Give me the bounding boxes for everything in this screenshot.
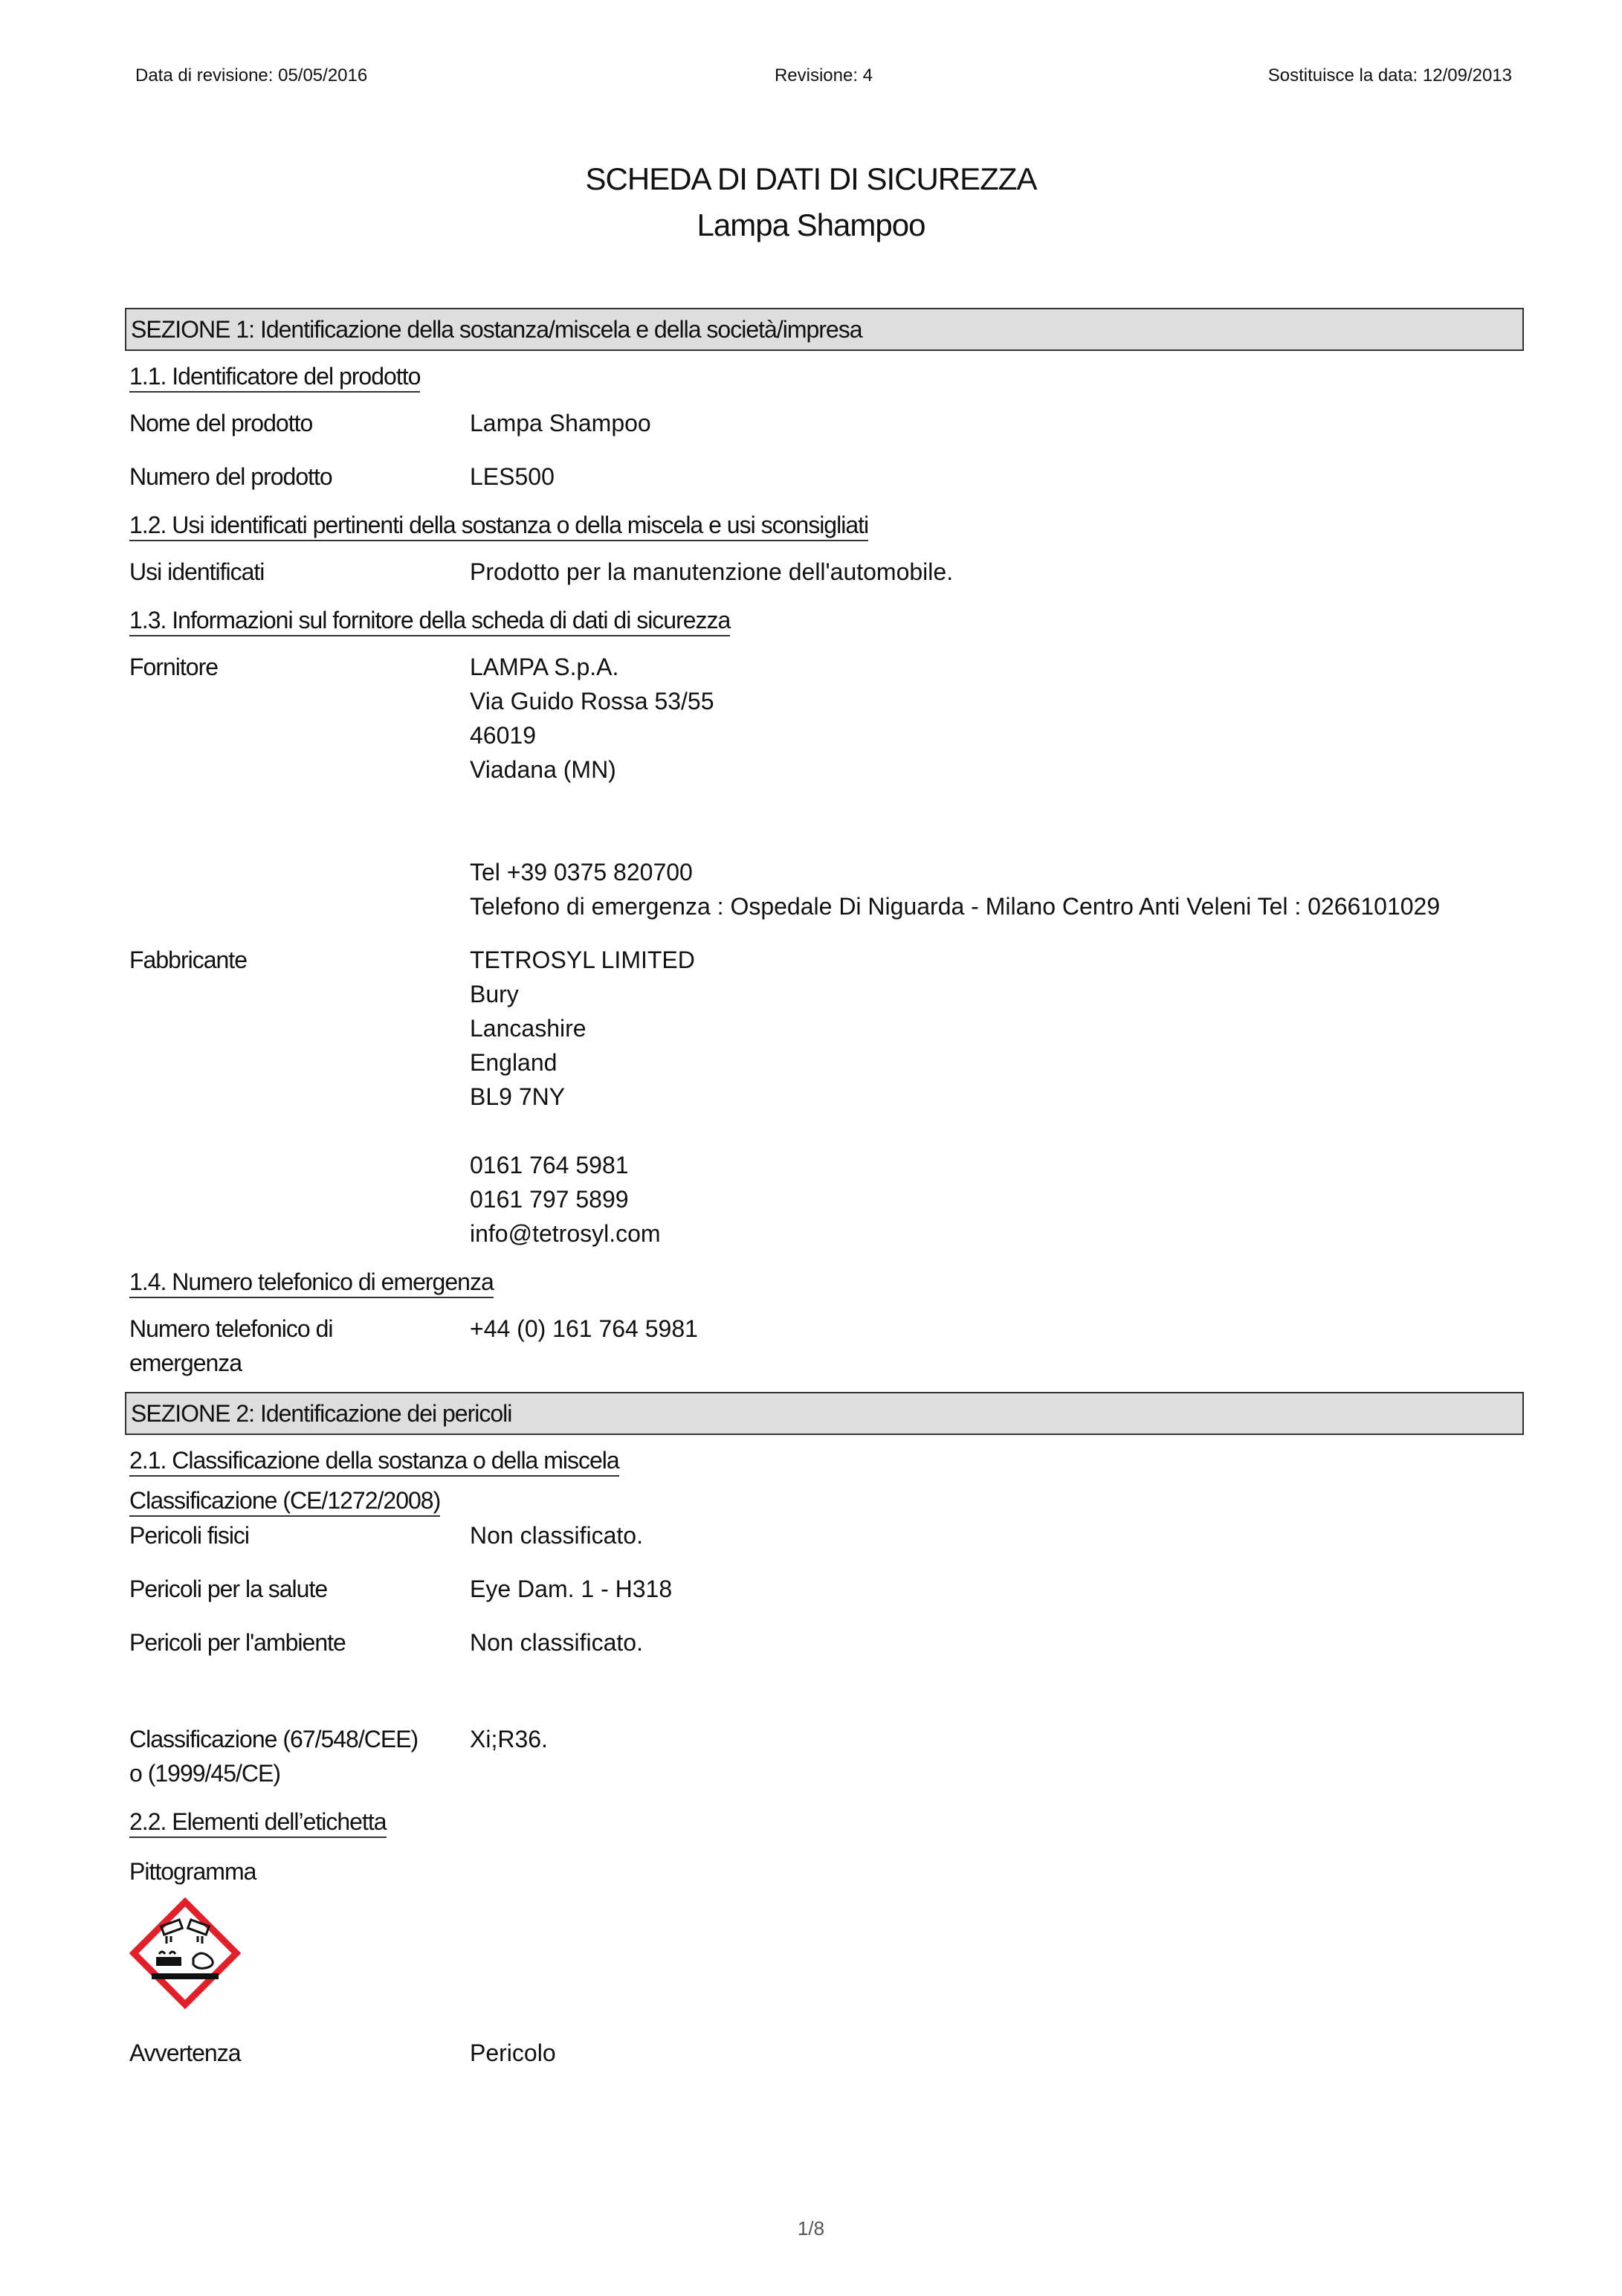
product-name-row [125, 406, 1524, 440]
emergency-phone-label-line: Numero telefonico di [129, 1315, 333, 1342]
physical-hazards-value: Non classificato. [470, 1522, 643, 1549]
physical-hazards-label: Pericoli fisici [129, 1522, 250, 1549]
manufacturer-line: Lancashire [470, 1015, 587, 1042]
old-classification-row [125, 1722, 1524, 1790]
page-header [135, 65, 1512, 95]
manufacturer-label: Fabbricante [129, 947, 247, 973]
supplier-line: Viadana (MN) [470, 756, 616, 783]
manufacturer-value [470, 943, 1524, 1251]
manufacturer-row [125, 943, 1524, 1251]
signal-word-value: Pericolo [470, 2039, 556, 2066]
product-name-value: Lampa Shampoo [470, 410, 651, 436]
manufacturer-phone: 0161 764 5981 [470, 1152, 629, 1178]
revision-date: Data di revisione: 05/05/2016 [135, 65, 368, 86]
environmental-hazards-value: Non classificato. [470, 1629, 643, 1656]
product-number-value: LES500 [470, 463, 555, 490]
subsection-2-2: 2.2. Elementi dell’etichetta [129, 1807, 387, 1838]
manufacturer-line: England [470, 1049, 558, 1076]
identified-uses-label: Usi identificati [129, 558, 265, 585]
supplier-label: Fornitore [129, 654, 219, 680]
health-hazards-label: Pericoli per la salute [129, 1576, 328, 1602]
subsection-1-2: 1.2. Usi identificati pertinenti della sostanza o della miscela e usi sconsigliati [129, 510, 868, 541]
identified-uses-value: Prodotto per la manutenzione dell'automobile. [470, 558, 954, 585]
product-number-row [125, 459, 1524, 494]
emergency-phone-row [125, 1312, 1524, 1380]
health-hazards-row [125, 1572, 1524, 1606]
old-classification-label [125, 1722, 470, 1790]
product-name-label: Nome del prodotto [129, 410, 313, 436]
old-classification-label-line: o (1999/45/CE) [129, 1760, 281, 1787]
signal-word-row [125, 2036, 1524, 2070]
pictogram-row [125, 1854, 1524, 1889]
signal-word-label: Avvertenza [129, 2039, 241, 2066]
section-1-header: SEZIONE 1: Identificazione della sostanza/miscela e della società/impresa [125, 308, 1524, 351]
subsection-1-4: 1.4. Numero telefonico di emergenza [129, 1267, 494, 1298]
health-hazards-value: Eye Dam. 1 - H318 [470, 1576, 673, 1602]
manufacturer-line: Bury [470, 981, 519, 1007]
supersedes-date: Sostituisce la data: 12/09/2013 [1267, 65, 1512, 86]
old-classification-value: Xi;R36. [470, 1726, 548, 1752]
supplier-line: LAMPA S.p.A. [470, 654, 619, 680]
manufacturer-line: BL9 7NY [470, 1083, 566, 1110]
manufacturer-line: TETROSYL LIMITED [470, 947, 695, 973]
manufacturer-email: info@tetrosyl.com [470, 1220, 661, 1247]
supplier-value [470, 650, 1524, 923]
subsection-1-1: 1.1. Identificatore del prodotto [129, 361, 420, 393]
pictogram-label: Pittogramma [129, 1858, 256, 1885]
supplier-line: 46019 [470, 722, 536, 749]
document-title [0, 156, 1622, 248]
supplier-line: Via Guido Rossa 53/55 [470, 688, 714, 715]
corrosion-pictogram-icon [129, 1897, 241, 2009]
physical-hazards-row [125, 1518, 1524, 1552]
classification-clp-heading: Classificazione (CE/1272/2008) [129, 1486, 440, 1517]
manufacturer-phone: 0161 797 5899 [470, 1186, 629, 1213]
supplier-row [125, 650, 1524, 923]
subsection-2-1: 2.1. Classificazione della sostanza o della miscela [129, 1445, 619, 1477]
product-number-label: Numero del prodotto [129, 463, 332, 490]
identified-uses-row [125, 555, 1524, 589]
supplier-emergency-telephone: Telefono di emergenza : Ospedale Di Niguarda - Milano Centro Anti Veleni Tel : 0266101029 [470, 893, 1441, 920]
document-title-main: SCHEDA DI DATI DI SICUREZZA [585, 161, 1037, 196]
environmental-hazards-label: Pericoli per l'ambiente [129, 1629, 346, 1656]
page-number: 1/8 [797, 2217, 825, 2239]
emergency-phone-value: +44 (0) 161 764 5981 [470, 1315, 698, 1342]
subsection-1-3: 1.3. Informazioni sul fornitore della scheda di dati di sicurezza [129, 605, 730, 636]
section-2-header: SEZIONE 2: Identificazione dei pericoli [125, 1392, 1524, 1435]
old-classification-label-line: Classificazione (67/548/CEE) [129, 1726, 419, 1752]
environmental-hazards-row [125, 1625, 1524, 1660]
document-body [125, 308, 1524, 2070]
document-title-product: Lampa Shampoo [697, 207, 925, 242]
emergency-phone-label [125, 1312, 470, 1380]
supplier-telephone: Tel +39 0375 820700 [470, 859, 693, 886]
revision-number: Revisione: 4 [774, 65, 873, 86]
emergency-phone-label-line: emergenza [129, 1349, 242, 1376]
